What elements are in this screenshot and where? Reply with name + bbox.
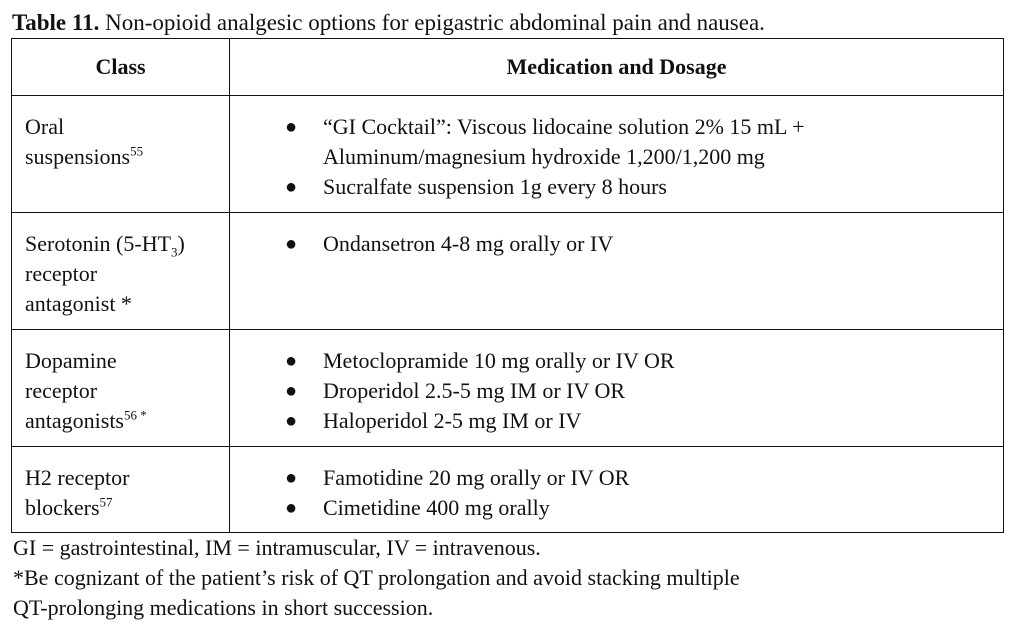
class-line: receptor: [25, 378, 98, 403]
header-class: Class: [12, 39, 230, 96]
bullet-icon: ●: [285, 116, 298, 138]
header-medication-dosage: Medication and Dosage: [230, 39, 1004, 96]
list-item-text: Sucralfate suspension 1g every 8 hours: [323, 174, 667, 199]
medication-cell: [230, 96, 1004, 213]
class-line: Dopamine: [25, 348, 117, 373]
table-caption-text: Non-opioid analgesic options for epigastric abdominal pain and nausea.: [99, 10, 765, 35]
medication-list: [230, 463, 995, 523]
table-row: [12, 213, 1004, 330]
table-row: [12, 96, 1004, 213]
class-line: antagonists: [25, 408, 124, 433]
class-line-close: ): [177, 231, 185, 256]
bullet-icon: ●: [285, 410, 298, 432]
class-cell: [12, 447, 230, 533]
table-caption: [12, 9, 765, 37]
bullet-icon: ●: [285, 233, 298, 255]
list-item-text: Ondansetron 4-8 mg orally or IV: [323, 231, 614, 256]
table-row: [12, 330, 1004, 447]
list-item-text: “GI Cocktail”: Viscous lidocaine solution 2% 15 mL +: [323, 114, 805, 139]
bullet-icon: ●: [285, 497, 298, 519]
medication-list: [230, 229, 995, 259]
medication-cell: [230, 213, 1004, 330]
bullet-icon: ●: [285, 380, 298, 402]
medication-list: [230, 112, 995, 202]
class-line: receptor: [25, 261, 98, 286]
bullet-icon: ●: [285, 350, 298, 372]
table-footnotes: [13, 533, 740, 623]
list-item: [229, 463, 995, 493]
table-header-row: [12, 39, 1004, 96]
class-line: antagonist *: [25, 291, 132, 316]
list-item: [229, 493, 995, 523]
reference-sup: 55: [130, 143, 144, 159]
table-caption-label: Table 11.: [12, 10, 100, 35]
list-item-text: Haloperidol 2-5 mg IM or IV: [323, 408, 582, 433]
bullet-icon: ●: [285, 467, 298, 489]
table-row: [12, 447, 1004, 533]
list-item: [229, 112, 995, 172]
list-item: [229, 172, 995, 202]
bullet-icon: ●: [285, 176, 298, 198]
class-line: Serotonin (5-HT: [25, 231, 172, 256]
medication-list: [230, 346, 995, 436]
medication-cell: [230, 330, 1004, 447]
list-item-text: Metoclopramide 10 mg orally or IV OR: [323, 348, 675, 373]
list-item: [229, 229, 995, 259]
abbreviation-footnote: GI = gastrointestinal, IM = intramuscular, IV = intravenous.: [13, 535, 541, 560]
reference-sup: 56 *: [124, 407, 147, 423]
class-line: blockers: [25, 495, 100, 520]
list-item-text: Droperidol 2.5-5 mg IM or IV OR: [323, 378, 626, 403]
medication-cell: [230, 447, 1004, 533]
list-item-text: Cimetidine 400 mg orally: [323, 495, 550, 520]
class-line: H2 receptor: [25, 465, 130, 490]
class-cell: [12, 213, 230, 330]
class-line: Oral: [25, 114, 65, 139]
list-item: [229, 376, 995, 406]
list-item: [229, 346, 995, 376]
warning-footnote-line: QT-prolonging medications in short succession.: [13, 595, 434, 620]
class-cell: [12, 330, 230, 447]
list-item: [229, 406, 995, 436]
list-item-text: Famotidine 20 mg orally or IV OR: [323, 465, 630, 490]
class-cell: [12, 96, 230, 213]
reference-sup: 57: [99, 494, 113, 510]
subscript: 3: [171, 244, 178, 260]
medication-table: [11, 38, 1004, 533]
list-item-text: Aluminum/magnesium hydroxide 1,200/1,200 mg: [323, 144, 765, 169]
warning-footnote-line: *Be cognizant of the patient’s risk of QT prolongation and avoid stacking multiple: [13, 565, 740, 590]
class-line: suspensions: [25, 144, 131, 169]
